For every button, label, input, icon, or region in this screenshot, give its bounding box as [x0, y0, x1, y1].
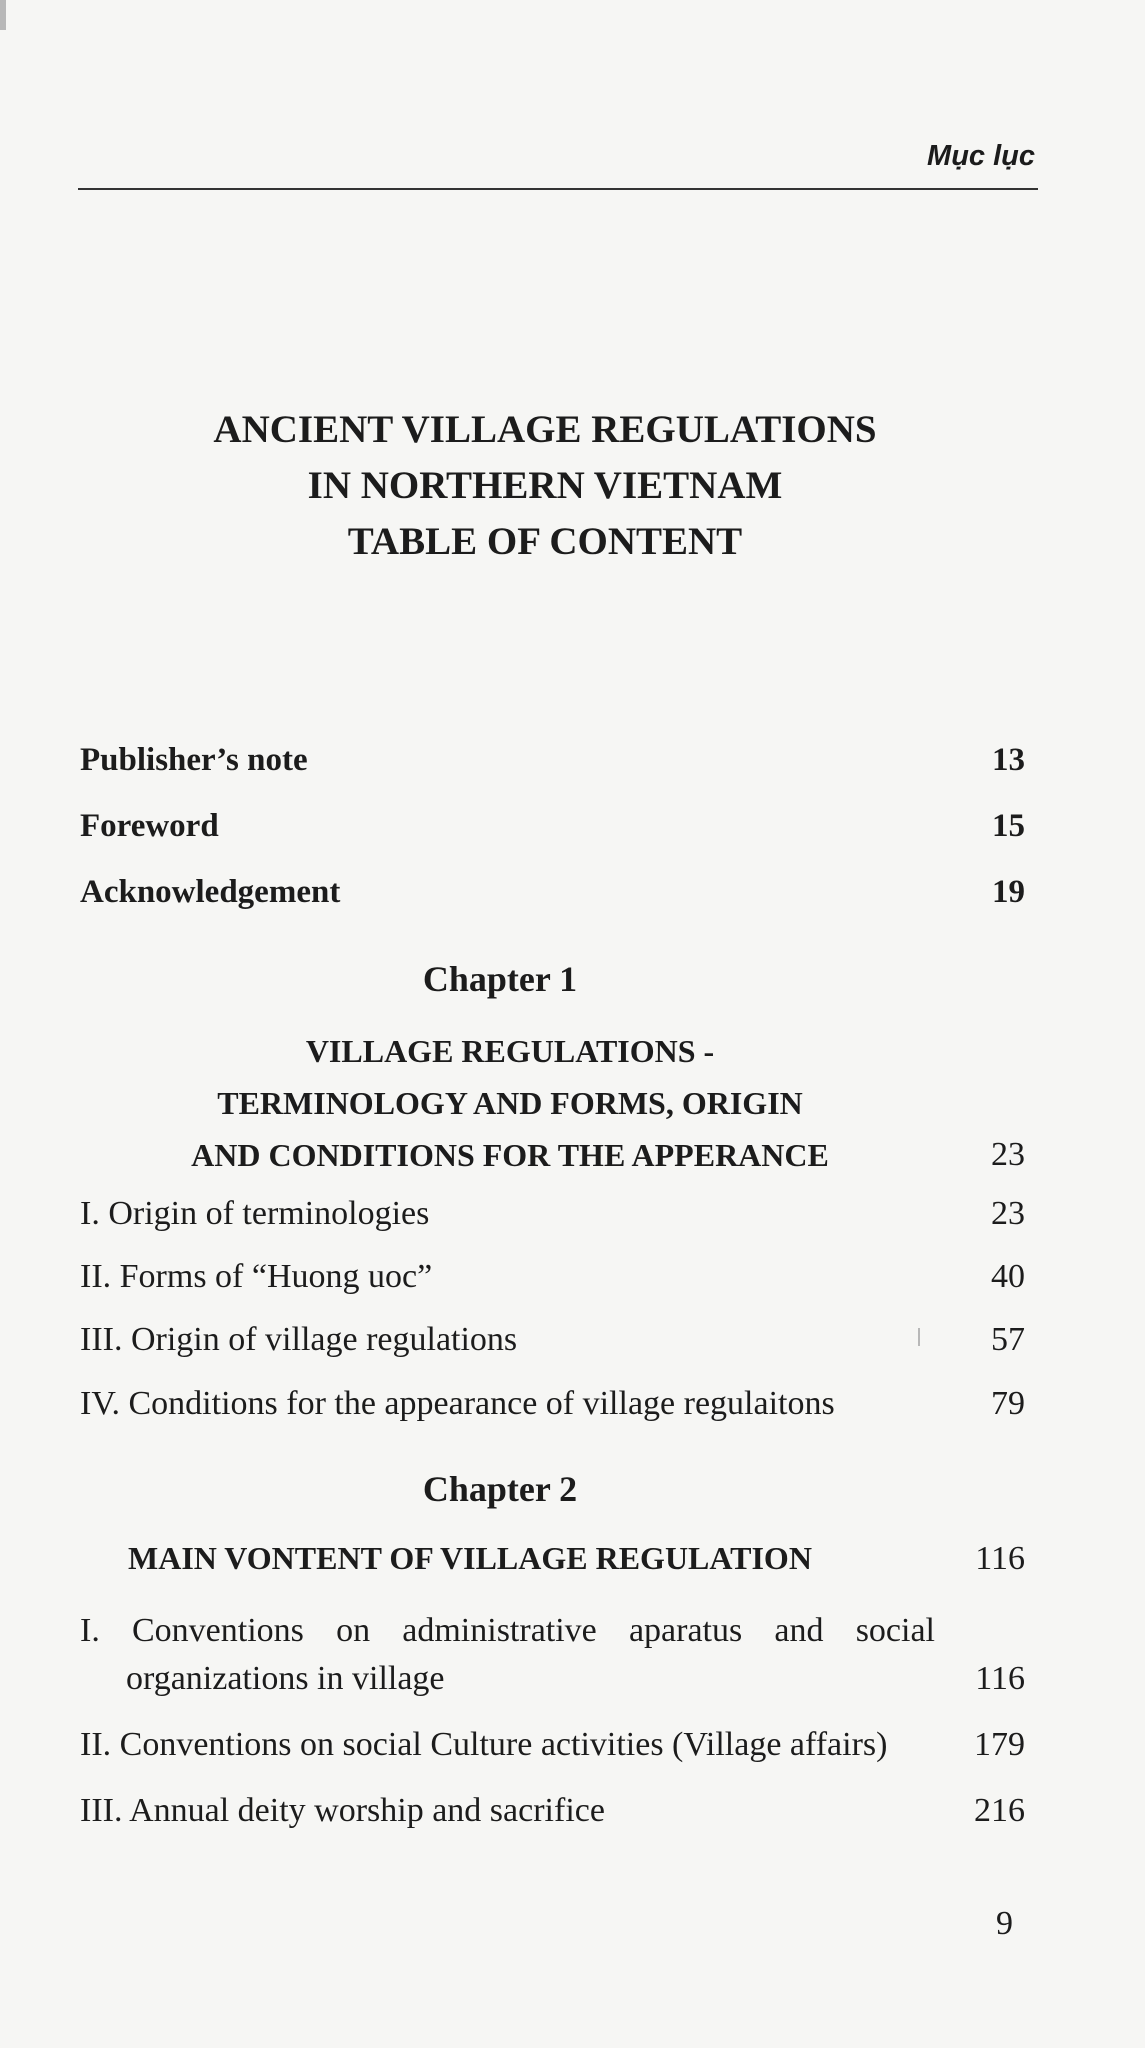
toc-entry: [80, 1726, 1025, 1764]
toc-entry-page: 179: [974, 1726, 1025, 1763]
title-line: TABLE OF CONTENT: [347, 520, 743, 563]
toc-entry-label: IV. Conditions for the appearance of village regulaitons: [80, 1385, 835, 1422]
toc-entry-label: II. Conventions on social Culture activities (Village affairs): [80, 1726, 888, 1763]
toc-entry-page: 15: [992, 808, 1025, 844]
chapter-2-title: [128, 1540, 1025, 1578]
document-title: [0, 402, 1090, 570]
toc-entry-page: 216: [974, 1792, 1025, 1829]
toc-entry: [80, 1258, 1025, 1296]
chapter-title-line: AND CONDITIONS FOR THE APPERANCE: [191, 1137, 829, 1173]
chapter-1-title: [120, 1025, 1025, 1181]
toc-entry-page: 13: [992, 742, 1025, 778]
toc-entry-page: 23: [991, 1195, 1025, 1232]
toc-entry-label: III. Origin of village regulations: [80, 1321, 518, 1358]
toc-entry-multiline: [80, 1607, 1025, 1703]
chapter-2-heading: Chapter 2: [422, 1469, 578, 1509]
toc-entry-publishers-note: [80, 742, 1025, 779]
header-rule: [78, 188, 1038, 190]
toc-entry: [80, 1195, 1025, 1233]
toc-entry-page: 40: [991, 1258, 1025, 1295]
toc-entry: [80, 1321, 1025, 1359]
toc-entry-label: II. Forms of “Huong uoc”: [80, 1258, 433, 1295]
scan-mark: [918, 1328, 920, 1346]
chapter-2-page: 116: [975, 1540, 1025, 1577]
chapter-title-line: VILLAGE REGULATIONS -: [305, 1033, 715, 1069]
running-head: Mục lục: [927, 140, 1035, 172]
toc-entry-label: Publisher’s note: [80, 742, 308, 778]
toc-entry-label: Foreword: [80, 808, 219, 844]
page-number: 9: [996, 1905, 1013, 1942]
title-line: ANCIENT VILLAGE REGULATIONS: [213, 408, 877, 451]
toc-entry-label-continued: organizations in village: [126, 1660, 445, 1697]
toc-entry-page: 19: [992, 874, 1025, 910]
toc-entry-page: 116: [975, 1660, 1025, 1697]
scan-mark: [0, 0, 6, 30]
toc-entry-label: III. Annual deity worship and sacrifice: [80, 1792, 605, 1829]
toc-entry-page: 79: [991, 1385, 1025, 1422]
chapter-title-line: MAIN VONTENT OF VILLAGE REGULATION: [128, 1540, 812, 1576]
toc-entry-label: Acknowledgement: [80, 874, 341, 910]
toc-entry-foreword: [80, 808, 1025, 845]
toc-entry-label: I. Conventions on administrative aparatus and social: [80, 1612, 935, 1649]
toc-entry-label: I. Origin of terminologies: [80, 1195, 430, 1232]
chapter-title-line: TERMINOLOGY AND FORMS, ORIGIN: [217, 1085, 803, 1121]
toc-entry: [80, 1792, 1025, 1830]
title-line: IN NORTHERN VIETNAM: [307, 464, 783, 507]
toc-entry-page: 57: [991, 1321, 1025, 1358]
chapter-1-page: 23: [991, 1136, 1025, 1173]
chapter-1-heading: Chapter 1: [422, 959, 578, 999]
toc-entry-acknowledgement: [80, 874, 1025, 911]
toc-entry: [80, 1385, 1025, 1423]
